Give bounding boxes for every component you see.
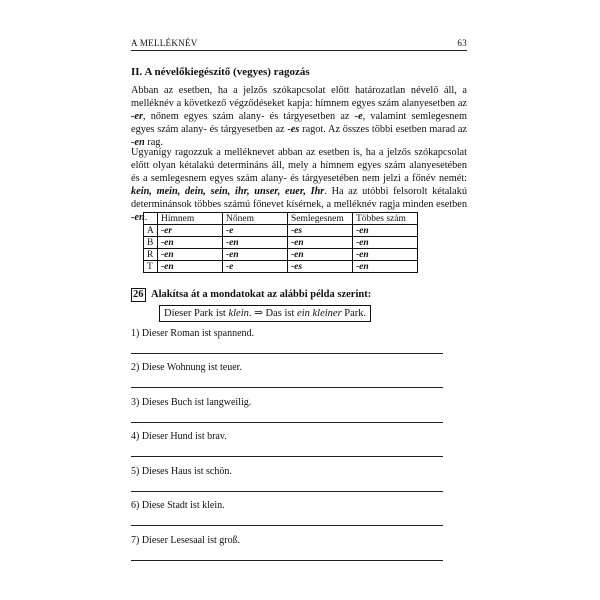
p1-ending: -er — [131, 111, 144, 123]
table-cell: -en — [353, 225, 418, 237]
answer-line[interactable] — [131, 353, 443, 354]
answer-line[interactable] — [131, 387, 443, 388]
p2-text: . Ha az utóbbi felsorolt kétalakú determinánsok többes számú főnevet kísérnek, a melléknév ragja minden esetben — [131, 186, 467, 211]
p1-ending: -es — [287, 124, 300, 136]
table-row — [144, 225, 418, 237]
p1-text: ragot. Az összes többi esetben marad az — [299, 124, 467, 136]
answer-line[interactable] — [131, 491, 443, 492]
table-cell: -en — [223, 249, 288, 261]
header-rule — [131, 50, 467, 51]
exercise-item: 6) Diese Stadt ist klein. — [131, 500, 225, 511]
paragraph-1 — [131, 84, 467, 149]
case-label: B — [144, 237, 158, 249]
table-header-row — [144, 213, 418, 225]
table-cell: -en — [288, 237, 353, 249]
exercise-number: 26 — [133, 289, 144, 300]
table-cell: -es — [288, 261, 353, 273]
example-text: . ⇒ Das ist — [248, 308, 298, 319]
table-cell: -en — [158, 261, 223, 273]
table-header-cell — [144, 213, 158, 225]
exercise-item: 2) Diese Wohnung ist teuer. — [131, 362, 242, 373]
table-cell: -en — [158, 249, 223, 261]
p1-text: , valamint semlegesnem egyes szám alany- és tárgyesetben az — [131, 111, 467, 136]
table-cell: -en — [288, 249, 353, 261]
table-header-cell: Többes szám — [353, 213, 418, 225]
table-header-cell: Nőnem — [223, 213, 288, 225]
chapter-title: A MELLÉKNÉV — [131, 38, 198, 48]
table-row — [144, 249, 418, 261]
exercise-item: 7) Dieser Lesesaal ist groß. — [131, 535, 241, 546]
example-text: Dieser Park ist — [164, 308, 229, 319]
p2-determiners: kein, mein, dein, sein, ihr, unser, euer, Ihr — [131, 186, 325, 198]
p1-ending: -en — [131, 137, 145, 149]
table-cell: -en — [353, 237, 418, 249]
case-label: R — [144, 249, 158, 261]
exercise-instruction: Alakítsa át a mondatokat az alábbi példa szerint: — [151, 289, 372, 300]
table-cell: -e — [223, 261, 288, 273]
answer-line[interactable] — [131, 525, 443, 526]
table-cell: -er — [158, 225, 223, 237]
p1-text: rag. — [144, 137, 164, 149]
exercise-item: 4) Dieser Hund ist brav. — [131, 431, 227, 442]
p1-ending: -e — [354, 111, 363, 123]
exercise-item: 3) Dieses Buch ist langweilig. — [131, 397, 252, 408]
exercise-item: 1) Dieser Roman ist spannend. — [131, 328, 255, 339]
p2-text: . — [144, 212, 148, 224]
example-box — [159, 305, 371, 322]
answer-line[interactable] — [131, 422, 443, 423]
page-number: 63 — [457, 38, 467, 48]
table-header-cell: Hímnem — [158, 213, 223, 225]
answer-line[interactable] — [131, 560, 443, 561]
section-title: II. A névelőkiegészítő (vegyes) ragozás — [131, 66, 310, 78]
p1-text: Abban az esetben, ha a jelzős szókapcsolat előtt határozatlan névelő áll, a melléknév a következő végződéseket kapja: hímnem egyes szám alanyesetben az — [131, 85, 467, 110]
case-label: T — [144, 261, 158, 273]
answer-line[interactable] — [131, 456, 443, 457]
example-inflected: ein kleiner — [297, 308, 342, 319]
example-text: Park. — [341, 308, 367, 319]
table-cell: -e — [223, 225, 288, 237]
exercise-item: 5) Dieses Haus ist schön. — [131, 466, 232, 477]
table-cell: -es — [288, 225, 353, 237]
declension-table — [143, 212, 418, 273]
table-cell: -en — [158, 237, 223, 249]
table-cell: -en — [353, 249, 418, 261]
p1-text: , nőnem egyes szám alany- és tárgyesetben az — [143, 111, 355, 123]
table-row — [144, 237, 418, 249]
table-cell: -en — [223, 237, 288, 249]
p2-ending: -en — [131, 212, 145, 224]
table-row — [144, 261, 418, 273]
table-header-cell: Semlegesnem — [288, 213, 353, 225]
running-head — [131, 38, 467, 48]
case-label: A — [144, 225, 158, 237]
example-adjective: klein — [228, 308, 249, 319]
p2-text: Ugyanígy ragozzuk a melléknevet abban az esetben is, ha a jelzős szókapcsolat előtt olyan kétalakú determináns áll, mely a hímnem egyes szám alanyesetében és a semlegesnem egyes szám alany- és tárgyesetében nem jelzi a főnév nemét: — [131, 147, 467, 185]
table-cell: -en — [353, 261, 418, 273]
